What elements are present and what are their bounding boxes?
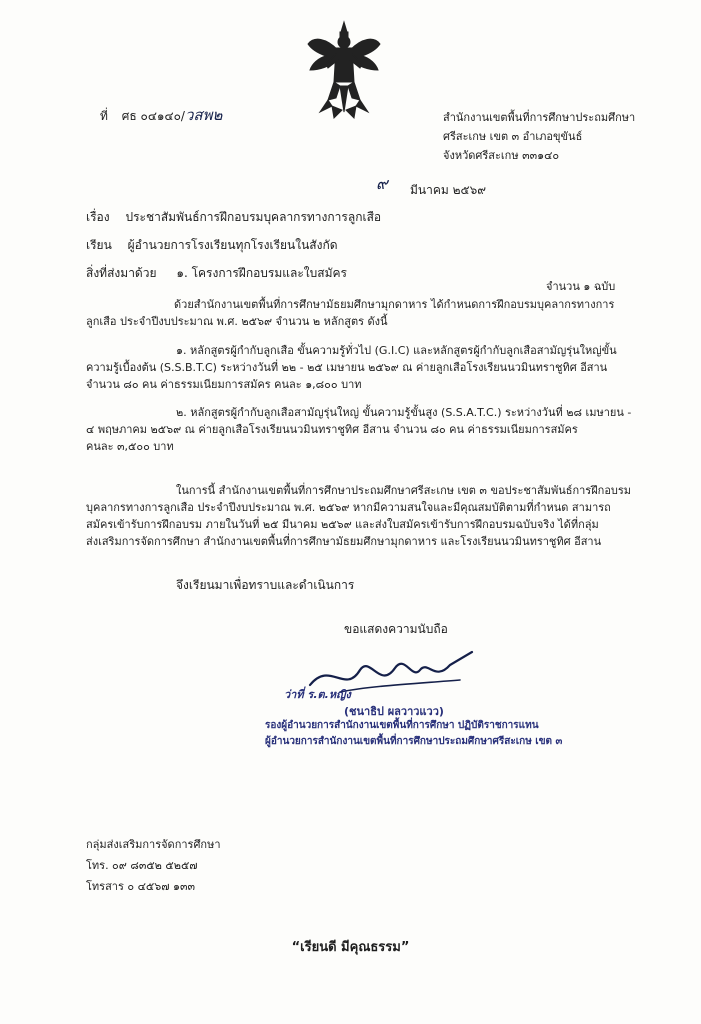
- doc-number-value: ศธ ๐๔๑๔๐/: [121, 109, 185, 123]
- office-line-1: สำนักงานเขตพื้นที่การศึกษาประถมศึกษา: [443, 111, 636, 124]
- date-day-handwritten: ๙: [376, 174, 388, 193]
- letter-date: มีนาคม ๒๕๖๙: [410, 183, 487, 197]
- doc-number: [100, 107, 222, 124]
- subject-line: [86, 209, 381, 225]
- office-address: [443, 108, 635, 165]
- subject-label: เรื่อง: [86, 210, 110, 224]
- garuda-emblem-icon: [306, 20, 382, 120]
- signer-title-1: รองผู้อำนวยการสำนักงานเขตพื้นที่การศึกษา ปฏิบัติราชการแทน: [265, 720, 539, 731]
- office-line-2: ศรีสะเกษ เขต ๓ อำเภอขุขันธ์: [443, 130, 583, 143]
- item2-line-1: ๒. หลักสูตรผู้กำกับลูกเสือสามัญรุ่นใหญ่ ขั้นความรู้ขั้นสูง (S.S.A.T.C.) ระหว่างวันที่ ๒๘ เมษายน -: [176, 406, 632, 419]
- item1-line-1: ๑. หลักสูตรผู้กำกับลูกเสือ ขั้นความรู้ทั่วไป (G.I.C) และหลักสูตรผู้กำกับลูกเสือสามัญรุ่นใหญ่ขั้น: [176, 344, 617, 357]
- subject-text: ประชาสัมพันธ์การฝึกอบรมบุคลากรทางการลูกเสือ: [125, 210, 382, 224]
- enclosure-text: ๑. โครงการฝึกอบรมและใบสมัคร: [176, 266, 347, 280]
- item1-line-3: จำนวน ๘๐ คน ค่าธรรมเนียมการสมัคร คนละ ๑,๘๐๐ บาท: [86, 378, 362, 391]
- signer-name: (ชนาธิป ผลวาวแวว): [344, 705, 444, 718]
- doc-number-label: ที่: [100, 109, 108, 123]
- body-paragraph-2: [86, 482, 646, 550]
- office-line-3: จังหวัดศรีสะเกษ ๓๓๑๔๐: [443, 149, 560, 162]
- recipient-line: [86, 237, 338, 253]
- doc-number-handwritten: วสพ๒: [184, 106, 223, 124]
- closing-phrase: ขอแสดงความนับถือ: [344, 622, 448, 636]
- recipient-text: ผู้อำนวยการโรงเรียนทุกโรงเรียนในสังกัด: [127, 238, 338, 252]
- para1-line-1: ด้วยสำนักงานเขตพื้นที่การศึกษามัธยมศึกษามุกดาหาร ได้กำหนดการฝึกอบรมบุคลากรทางการ: [174, 298, 615, 311]
- enclosure-label: สิ่งที่ส่งมาด้วย: [86, 266, 157, 280]
- footer-department: กลุ่มส่งเสริมการจัดการศึกษา: [86, 838, 221, 851]
- para1-line-2: ลูกเสือ ประจำปีงบประมาณ พ.ศ. ๒๕๖๙ จำนวน ๒ หลักสูตร ดังนี้: [86, 315, 388, 328]
- acting-rank-stamp: ว่าที่ ร.ต.หญิง: [284, 688, 351, 701]
- item1-line-2: ความรู้เบื้องต้น (S.S.B.T.C) ระหว่างวันที่ ๒๒ - ๒๕ เมษายน ๒๕๖๙ ณ ค่ายลูกเสือโรงเรียนนวมินทราชูทิศ อีสาน: [86, 361, 608, 374]
- para2-line-3: สมัครเข้ารับการฝึกอบรม ภายในวันที่ ๒๕ มีนาคม ๒๕๖๙ และส่งใบสมัครเข้ารับการฝึกอบรมฉบับจริง ได้ที่กลุ่ม: [86, 518, 599, 531]
- enclosure-line: [86, 265, 347, 281]
- footer-fax: โทรสาร ๐ ๔๕๖๗ ๑๓๓: [86, 880, 195, 893]
- course-item-1: [86, 342, 646, 393]
- item2-line-2: ๔ พฤษภาคม ๒๕๖๙ ณ ค่ายลูกเสือโรงเรียนนวมินทราชูทิศ อีสาน จำนวน ๘๐ คน ค่าธรรมเนียมการสมัคร: [86, 423, 578, 436]
- footer-contact: [86, 834, 221, 897]
- recipient-label: เรียน: [86, 238, 112, 252]
- item2-line-3: คนละ ๓,๕๐๐ บาท: [86, 440, 174, 453]
- footer-phone: โทร. ๐๙ ๘๓๕๒ ๕๒๕๗: [86, 859, 198, 872]
- para2-line-1: ในการนี้ สำนักงานเขตพื้นที่การศึกษาประถมศึกษาศรีสะเกษ เขต ๓ ขอประชาสัมพันธ์การฝึกอบรม: [176, 484, 632, 497]
- para2-line-2: บุคลากรทางการลูกเสือ ประจำปีงบประมาณ พ.ศ. ๒๕๖๙ หากมีความสนใจและมีคุณสมบัติตามที่กำหนด สามารถ: [86, 501, 611, 514]
- body-paragraph-1: [86, 296, 646, 330]
- motto: “เรียนดี มีคุณธรรม”: [291, 940, 410, 955]
- para2-line-4: ส่งเสริมการจัดการศึกษา สำนักงานเขตพื้นที่การศึกษามัธยมศึกษามุกดาหาร และโรงเรียนนวมินทราชูทิศ อีสาน: [86, 535, 602, 548]
- enclosure-count: จำนวน ๑ ฉบับ: [546, 280, 616, 293]
- closing-request: จึงเรียนมาเพื่อทราบและดำเนินการ: [176, 578, 355, 592]
- signer-title-2: ผู้อำนวยการสำนักงานเขตพื้นที่การศึกษาประถมศึกษาศรีสะเกษ เขต ๓: [265, 736, 563, 747]
- course-item-2: [86, 404, 646, 455]
